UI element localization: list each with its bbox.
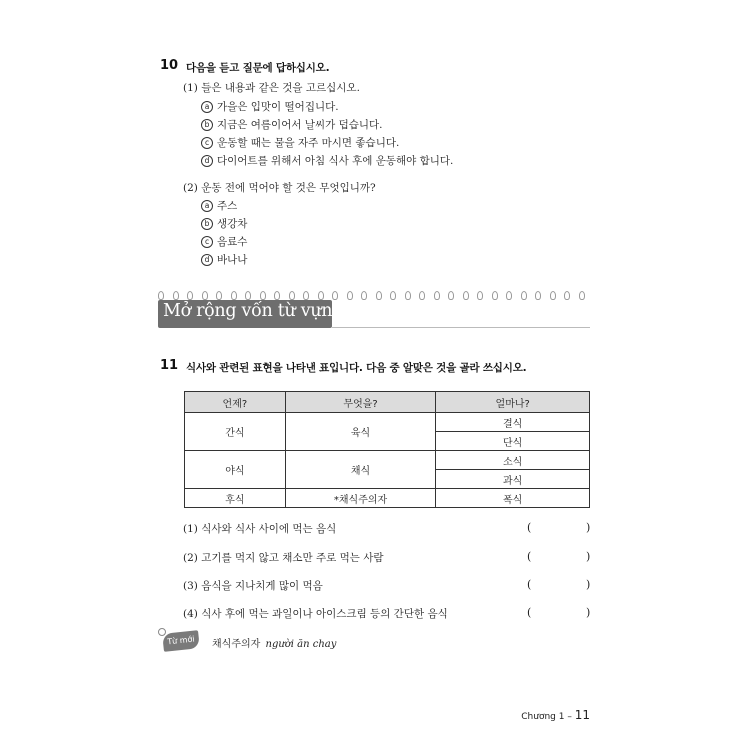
circle-marker: d xyxy=(201,155,213,167)
spiral-loop xyxy=(187,291,193,300)
option-text: 생강차 xyxy=(217,218,248,230)
answer-blank-2[interactable] xyxy=(535,550,583,564)
option-text: 바나나 xyxy=(217,254,248,266)
footer-dash: – xyxy=(567,712,572,722)
item-text: 식사와 식사 사이에 먹는 음식 xyxy=(201,523,337,535)
table-cell: 야식 xyxy=(185,451,286,489)
answer-paren-open: ( xyxy=(527,521,532,534)
question-11-title: 식사와 관련된 표현을 나타낸 표입니다. 다음 중 알맞은 것을 골라 쓰십시오. xyxy=(186,362,527,374)
circle-marker: a xyxy=(201,101,213,113)
new-word-vietnamese: người ăn chay xyxy=(265,639,337,650)
new-word-badge: Từ mới xyxy=(162,630,200,652)
spiral-loop xyxy=(535,291,541,300)
spiral-loop xyxy=(202,291,208,300)
answer-paren-close: ) xyxy=(586,521,591,534)
spiral-loop xyxy=(376,291,382,300)
page-footer xyxy=(521,708,590,722)
spiral-loop xyxy=(173,291,179,300)
option-text: 주스 xyxy=(217,200,238,212)
table-cell: 단식 xyxy=(436,432,590,451)
q10-sub1-marker: (1) xyxy=(183,82,198,94)
spiral-loop xyxy=(158,291,164,300)
spiral-loop xyxy=(231,291,237,300)
q11-item-3 xyxy=(183,578,323,593)
answer-blank-3[interactable] xyxy=(535,578,583,592)
spiral-loop xyxy=(405,291,411,300)
table-cell: 육식 xyxy=(285,413,436,451)
spiral-loop xyxy=(579,291,585,300)
spiral-loop xyxy=(477,291,483,300)
option-text: 가을은 입맛이 떨어집니다. xyxy=(217,101,339,113)
answer-paren-open: ( xyxy=(527,550,532,563)
q10-sub2-marker: (2) xyxy=(183,182,198,194)
spiral-loop xyxy=(361,291,367,300)
option-text: 다이어트를 위해서 아침 식사 후에 운동해야 합니다. xyxy=(217,155,454,167)
q10-sub2-text: 운동 전에 먹어야 할 것은 무엇입니까? xyxy=(201,182,376,194)
spiral-loop xyxy=(303,291,309,300)
answer-blank-1[interactable] xyxy=(535,521,583,535)
answer-paren-close: ) xyxy=(586,550,591,563)
item-text: 고기를 먹지 않고 채소만 주로 먹는 사람 xyxy=(201,552,384,564)
spiral-loop xyxy=(521,291,527,300)
item-marker: (4) xyxy=(183,608,198,620)
spiral-loop xyxy=(564,291,570,300)
table-cell: 후식 xyxy=(185,489,286,508)
spiral-loop xyxy=(347,291,353,300)
item-text: 음식을 지나치게 많이 먹음 xyxy=(201,580,323,592)
circle-marker: c xyxy=(201,236,213,248)
section-divider xyxy=(332,327,590,328)
table-cell: 소식 xyxy=(436,451,590,470)
q11-item-2 xyxy=(183,550,384,565)
spiral-loop xyxy=(390,291,396,300)
footer-chapter: Chương 1 xyxy=(521,712,565,722)
table-header: 얼마나? xyxy=(436,392,590,413)
answer-paren-close: ) xyxy=(586,606,591,619)
spiral-loop xyxy=(506,291,512,300)
item-marker: (1) xyxy=(183,523,198,535)
circle-marker: d xyxy=(201,254,213,266)
question-10-title: 다음을 듣고 질문에 답하십시오. xyxy=(186,62,330,74)
option-text: 운동할 때는 물을 자주 마시면 좋습니다. xyxy=(217,137,400,149)
option-text: 음료수 xyxy=(217,236,248,248)
q10-sub2-option-b xyxy=(201,216,247,231)
q10-sub1-text: 들은 내용과 같은 것을 고르십시오. xyxy=(201,82,360,94)
q10-sub1-option-c xyxy=(201,135,399,150)
spiral-loop xyxy=(245,291,251,300)
table-cell: 채식 xyxy=(285,451,436,489)
q10-sub1-option-d xyxy=(201,153,453,168)
table-row xyxy=(185,451,590,470)
question-10-number: 10 xyxy=(160,58,179,73)
item-marker: (3) xyxy=(183,580,198,592)
q10-sub1 xyxy=(183,80,360,95)
table-header-row xyxy=(185,392,590,413)
page-number: 11 xyxy=(574,708,590,722)
section-banner-title: Mở rộng vốn từ vựng xyxy=(163,301,344,321)
q10-sub2-option-c xyxy=(201,234,247,249)
circle-marker: a xyxy=(201,200,213,212)
q10-sub2-option-a xyxy=(201,198,237,213)
spiral-loop xyxy=(260,291,266,300)
new-word-entry xyxy=(212,635,336,650)
answer-blank-4[interactable] xyxy=(535,606,583,620)
new-word-korean: 채식주의자 xyxy=(212,639,261,650)
vocabulary-table xyxy=(184,391,590,508)
spiral-loop xyxy=(434,291,440,300)
circle-marker: b xyxy=(201,119,213,131)
item-text: 식사 후에 먹는 과일이나 아이스크림 등의 간단한 음식 xyxy=(201,608,448,620)
q11-item-1 xyxy=(183,521,336,536)
table-header: 언제? xyxy=(185,392,286,413)
q10-sub1-option-a xyxy=(201,99,339,114)
table-cell: 간식 xyxy=(185,413,286,451)
option-text: 지금은 여름이어서 날씨가 덥습니다. xyxy=(217,119,383,131)
spiral-loop xyxy=(332,291,338,300)
spiral-loop xyxy=(274,291,280,300)
table-header: 무엇을? xyxy=(285,392,436,413)
spiral-loop xyxy=(289,291,295,300)
table-cell: 폭식 xyxy=(436,489,590,508)
question-11-number: 11 xyxy=(160,358,179,373)
spiral-loop xyxy=(318,291,324,300)
table-cell: 과식 xyxy=(436,470,590,489)
table-row xyxy=(185,413,590,432)
leaf-decoration-icon xyxy=(158,628,166,636)
circle-marker: c xyxy=(201,137,213,149)
spiral-loop xyxy=(448,291,454,300)
q11-item-4 xyxy=(183,606,448,621)
answer-paren-open: ( xyxy=(527,578,532,591)
item-marker: (2) xyxy=(183,552,198,564)
spiral-loop xyxy=(463,291,469,300)
answer-paren-open: ( xyxy=(527,606,532,619)
q10-sub2-option-d xyxy=(201,252,247,267)
table-row xyxy=(185,489,590,508)
answer-paren-close: ) xyxy=(586,578,591,591)
table-cell: *채식주의자 xyxy=(285,489,436,508)
q10-sub2 xyxy=(183,180,376,195)
q10-sub1-option-b xyxy=(201,117,383,132)
spiral-loop xyxy=(216,291,222,300)
circle-marker: b xyxy=(201,218,213,230)
spiral-loop xyxy=(550,291,556,300)
table-cell: 결식 xyxy=(436,413,590,432)
spiral-loop xyxy=(492,291,498,300)
spiral-loop xyxy=(419,291,425,300)
